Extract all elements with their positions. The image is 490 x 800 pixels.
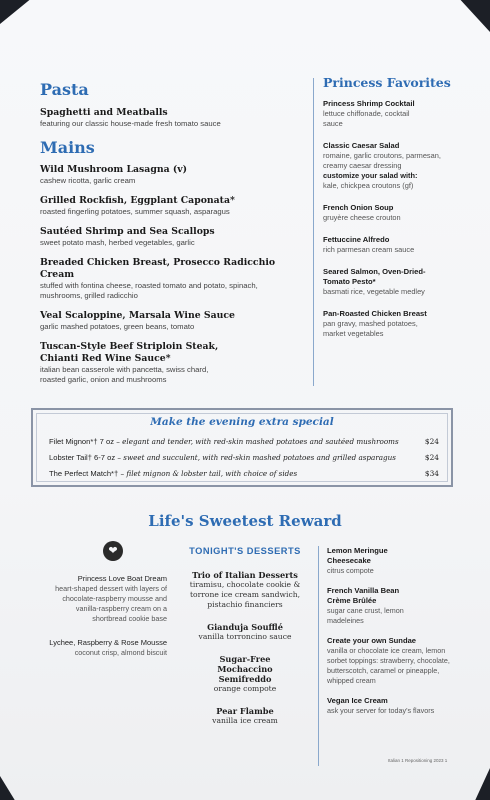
dessert-desc: tiramisu, chocolate cookie & torrone ice cream sandwich, pistachio financiers xyxy=(189,580,301,609)
special-row xyxy=(49,469,439,478)
favorites-item-name: Pan-Roasted Chicken Breast xyxy=(323,309,427,318)
mains-item-desc: italian bean casserole with pancetta, swiss chard, roasted garlic, onion and mushrooms xyxy=(40,365,209,384)
favorites-item-name: Classic Caesar Salad xyxy=(323,141,400,150)
mains-item xyxy=(40,164,295,186)
favorites-title: Princess Favorites xyxy=(323,75,451,90)
mains-item-name: Wild Mushroom Lasagna (v) xyxy=(40,164,188,175)
mains-item-name: Breaded Chicken Breast, Prosecco Radicchio Cream xyxy=(40,257,276,280)
dessert-name: Create your own Sundae xyxy=(327,636,417,645)
favorites-item-extra-label: customize your salad with: xyxy=(323,171,418,180)
dessert-name: Trio of Italian Desserts xyxy=(192,570,298,580)
favorites-item-name: Fettuccine Alfredo xyxy=(323,235,390,244)
special-item-price: $24 xyxy=(424,453,439,462)
column-divider xyxy=(313,78,314,386)
special-item-price: $24 xyxy=(424,437,439,446)
special-item-desc: – filet mignon & lobster tail, with choice of sides xyxy=(118,469,298,478)
mains-item xyxy=(40,257,295,301)
dessert-name: Princess Love Boat Dream xyxy=(77,574,167,583)
dessert-item xyxy=(327,546,467,576)
mains-item-desc: garlic mashed potatoes, green beans, tomato xyxy=(40,322,195,331)
dessert-name: Lemon Meringue Cheesecake xyxy=(327,546,388,565)
special-item-name: Filet Mignon*† 7 oz xyxy=(49,437,115,446)
favorites-item xyxy=(323,99,465,129)
mains-item-desc: roasted fingerling potatoes, summer squash, asparagus xyxy=(40,207,230,216)
dessert-desc: citrus compote xyxy=(327,566,374,575)
desserts-center-column xyxy=(180,546,310,726)
favorites-item-desc: pan gravy, mashed potatoes, market vegetables xyxy=(323,319,418,338)
dessert-desc: ask your server for today's flavors xyxy=(327,706,435,715)
mains-item xyxy=(40,226,295,248)
special-item-name: Lobster Tail† 6-7 oz xyxy=(49,453,116,462)
dessert-name: Sugar-Free Mochaccino Semifreddo xyxy=(217,654,273,684)
dessert-name: French Vanilla Bean Crème Brûlée xyxy=(327,586,400,605)
favorites-item-desc: gruyère cheese crouton xyxy=(323,213,401,222)
pasta-title: Pasta xyxy=(40,80,89,99)
dessert-desc: heart-shaped dessert with layers of chocolate-raspberry mousse and vanilla-raspberry cream on a shortbread cookie base xyxy=(55,584,167,623)
dessert-item xyxy=(327,636,467,686)
favorites-item xyxy=(323,203,465,223)
mains-item-desc: cashew ricotta, garlic cream xyxy=(40,176,136,185)
tonights-desserts-title: TONIGHT'S DESSERTS xyxy=(189,546,301,556)
mains-item-desc: sweet potato mash, herbed vegetables, garlic xyxy=(40,238,195,247)
special-item-name: The Perfect Match*† xyxy=(49,469,119,478)
extra-special-title: Make the evening extra special xyxy=(150,416,334,428)
pasta-item-name: Spaghetti and Meatballs xyxy=(40,107,168,118)
mains-item xyxy=(40,195,295,217)
favorites-item-name: French Onion Soup xyxy=(323,203,394,212)
favorites-item xyxy=(323,267,465,297)
favorites-item-name: Seared Salmon, Oven-Dried-Tomato Pesto* xyxy=(323,267,426,286)
dessert-desc: vanilla ice cream xyxy=(212,716,278,725)
mains-title: Mains xyxy=(40,138,95,157)
mains-item xyxy=(40,341,230,385)
favorites-item-extra-desc: kale, chickpea croutons (gf) xyxy=(323,181,414,190)
special-row xyxy=(49,437,439,446)
special-item-desc: – elegant and tender, with red-skin mashed potatoes and sautéed mushrooms xyxy=(114,437,399,446)
dessert-column-divider xyxy=(318,546,319,766)
favorites-item-desc: romaine, garlic croutons, parmesan, creamy caesar dressing xyxy=(323,151,441,170)
special-item-price: $34 xyxy=(424,469,439,478)
dessert-desc: sugar cane crust, lemon madeleines xyxy=(327,606,404,625)
dessert-desc: coconut crisp, almond biscuit xyxy=(74,648,167,657)
dessert-name: Pear Flambe xyxy=(216,706,274,716)
dessert-item xyxy=(40,574,167,624)
favorites-column xyxy=(323,75,465,339)
mains-item-desc: stuffed with fontina cheese, roasted tomato and potato, spinach, mushrooms, grilled radicchio xyxy=(40,281,258,300)
mains-item-name: Grilled Rockfish, Eggplant Caponata* xyxy=(40,195,235,206)
dessert-name: Lychee, Raspberry & Rose Mousse xyxy=(49,638,167,647)
favorites-item-desc: rich parmesan cream sauce xyxy=(323,245,415,254)
dessert-item xyxy=(327,586,467,626)
dessert-item xyxy=(180,654,310,694)
dessert-item xyxy=(40,638,167,658)
mains-item xyxy=(40,310,295,332)
pasta-item-desc: featuring our classic house-made fresh tomato sauce xyxy=(40,119,221,128)
special-row xyxy=(49,453,439,462)
pasta-item xyxy=(40,107,295,129)
mains-item-name: Veal Scaloppine, Marsala Wine Sauce xyxy=(40,310,235,321)
dessert-name: Vegan Ice Cream xyxy=(327,696,388,705)
heart-logo-icon: ❤ xyxy=(103,541,123,561)
favorites-item-name: Princess Shrimp Cocktail xyxy=(323,99,415,108)
dessert-item xyxy=(180,570,310,610)
dessert-name: Gianduja Soufflé xyxy=(207,622,283,632)
favorites-item xyxy=(323,309,465,339)
special-item-desc: – sweet and succulent, with red-skin mashed potatoes and grilled asparagus xyxy=(115,453,396,462)
dessert-item xyxy=(180,622,310,642)
reward-title: Life's Sweetest Reward xyxy=(148,512,342,530)
mains-item-name: Tuscan-Style Beef Striploin Steak, Chianti Red Wine Sauce* xyxy=(40,341,219,364)
favorites-item-desc: lettuce chiffonade, cocktail sauce xyxy=(323,109,410,128)
extra-special-box xyxy=(31,408,453,487)
favorites-item xyxy=(323,141,465,191)
dessert-item xyxy=(180,706,310,726)
desserts-left-column xyxy=(40,574,167,658)
footer-code: Italian 1 Repositioning 2023 1 xyxy=(388,758,448,763)
mains-item-name: Sautéed Shrimp and Sea Scallops xyxy=(40,226,215,237)
left-column xyxy=(40,80,295,385)
desserts-right-column xyxy=(327,546,467,726)
dessert-item xyxy=(327,696,467,716)
dessert-desc: orange compote xyxy=(213,684,277,693)
favorites-item xyxy=(323,235,465,255)
dessert-desc: vanilla or chocolate ice cream, lemon sorbet toppings: strawberry, chocolate, butterscotch, caramel or pineapple, whipped cream xyxy=(327,646,450,685)
favorites-item-desc: basmati rice, vegetable medley xyxy=(323,287,425,296)
dessert-desc: vanilla torroncino sauce xyxy=(198,632,292,641)
